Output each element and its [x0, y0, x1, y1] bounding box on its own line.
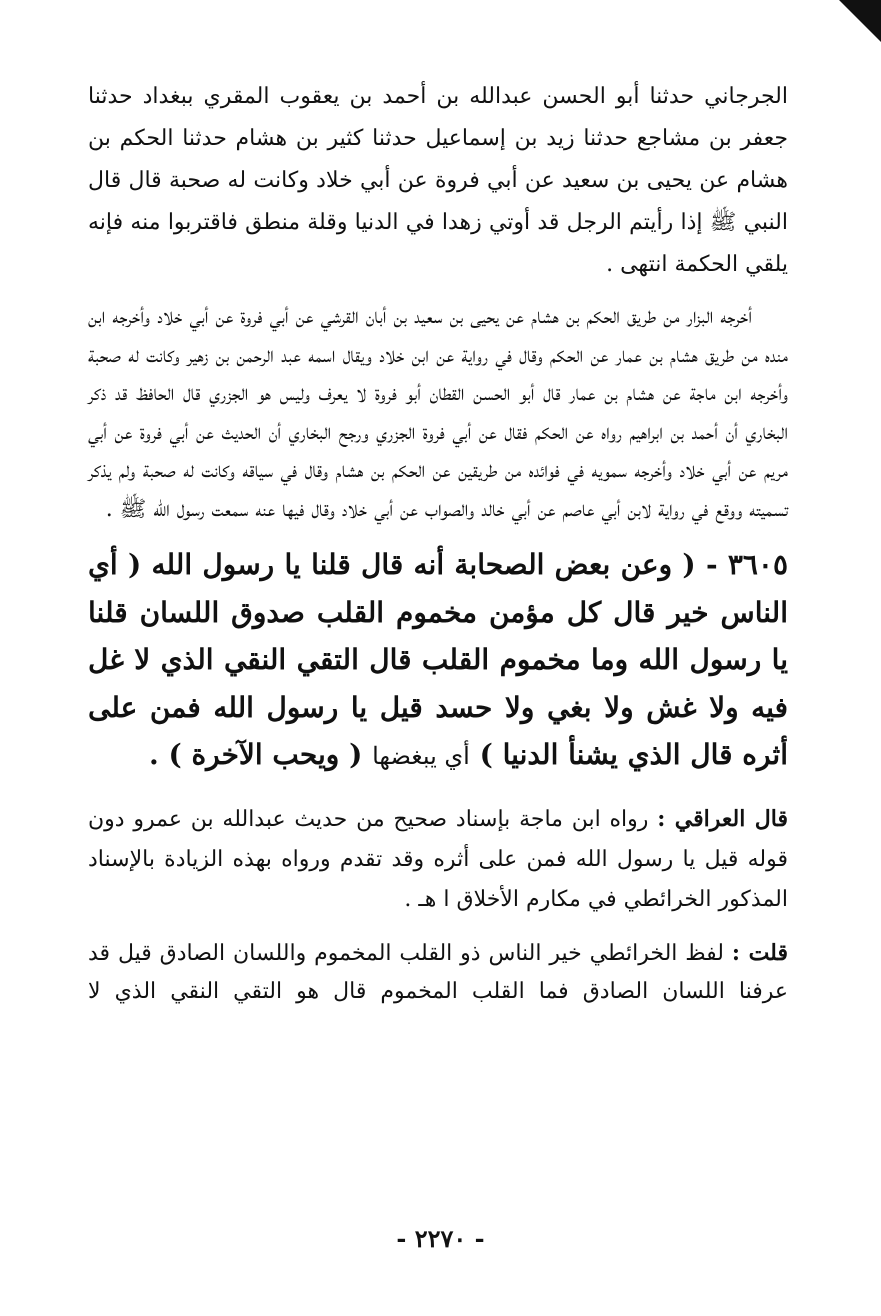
narration-paragraph: الجرجاني حدثنا أبو الحسن عبدالله بن أحمد بن يعقوب المقري ببغداد حدثنا جعفر بن مشاجع حدثنا زيد بن إسماعيل حدثنا كثير بن هشام حدثنا الحكم بن هشام عن يحيى بن سعيد عن أبي فروة عن أبي خلاد وكانت له صحبة قال قال النبي ﷺ إذا رأيتم الرجل قد أوتي زهدا في الدنيا وقلة منطق فاقتربوا منه فإنه يلقي الحكمة انتهى .	[88, 84, 788, 277]
takhrij-paragraph: أخرجه البزار من طريق الحكم بن هشام عن يحيى بن سعيد بن أبان القرشي عن أبي فروة عن أبي خلاد وأخرجه ابن منده من طريق هشام بن عمار عن الحكم وقال في رواية عن ابن خلاد ويقال اسمه عبد الرحمن بن زهير وكانت له صحبة وأخرجه ابن ماجة عن هشام بن عمار قال أبو الحسن القطان أبو فروة لا يعرف وليس هو الجزري قال الحافظ قد ذكر البخاري أن أحمد بن ابراهيم رواه عن الحكم فقال عن أبي فروة الجزري ورجح البخاري أن الحديث عن أبي فروة عن أبي مريم عن أبي خلاد وأخرجه سمويه في فوائده من طريقين عن الحكم بن هشام وقال في سياقه وكانت له صحبة ولم يذكر تسميته ووقع في رواية لابن أبي عاصم عن أبي خالد والصواب عن أبي خلاد وقال فيها عنه سمعت رسول الله ﷺ .	[88, 304, 788, 522]
iraqi-label: قال العراقي :	[657, 805, 788, 832]
hadith-text-end: ( ويحب الآخرة ) .	[149, 738, 363, 771]
corner-triangle-mark	[839, 0, 881, 42]
page-body	[88, 76, 788, 1011]
hadith-number: ٣٦٠٥ -	[705, 548, 788, 581]
page-number: - ٢٢٧٠ -	[396, 1224, 485, 1253]
qult-text: لفظ الخرائطي خير الناس ذو القلب المخموم واللسان الصادق قيل قد عرفنا اللسان الصادق فما القلب المخموم قال هو التقي النقي الذي لا	[88, 940, 788, 1004]
hadith-paragraph	[88, 541, 788, 781]
iraqi-text: رواه ابن ماجة بإسناد صحيح من حديث عبدالله بن عمرو دون قوله قيل يا رسول الله فمن على أثره وقد تقدم ورواه بهذه الزيادة بالإسناد المذكور الخرائطي في مكارم الأخلاق ا هـ .	[88, 806, 788, 912]
iraqi-paragraph	[88, 799, 788, 920]
hadith-text-main: ( وعن بعض الصحابة أنه قال قلنا يا رسول الله ( أي الناس خير قال كل مؤمن مخموم القلب صدوق اللسان قلنا يا رسول الله وما مخموم القلب قال التقي النقي الذي لا غل فيه ولا غش ولا بغي ولا حسد قيل يا رسول الله فمن على أثره قال الذي يشنأ الدنيا )	[88, 548, 788, 771]
qult-label: قلت :	[731, 939, 788, 966]
hadith-gloss: أي يبغضها	[372, 742, 470, 770]
qult-paragraph	[88, 934, 788, 1011]
